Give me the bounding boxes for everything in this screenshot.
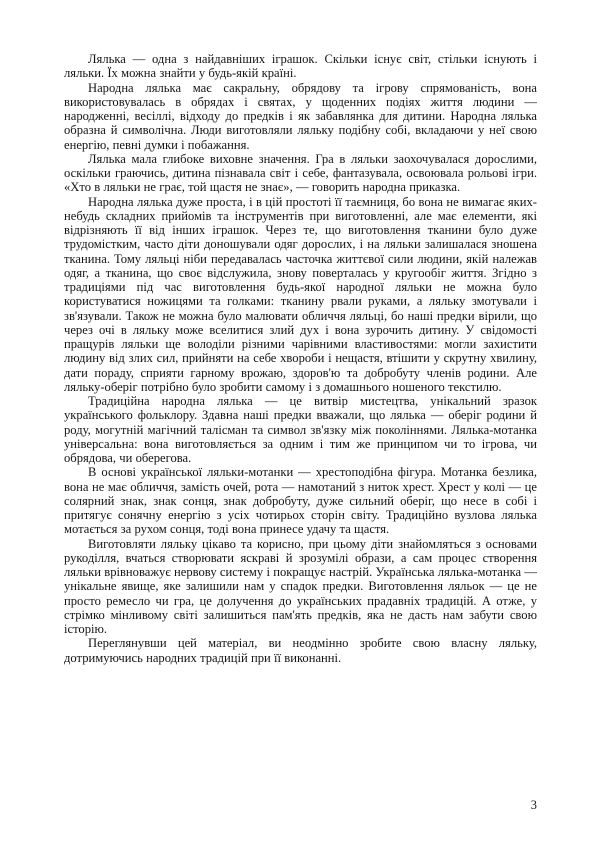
document-body <box>64 52 537 665</box>
paragraph: В основі української ляльки-мотанки — хрестоподібна фігура. Мотанка безлика, вона не має обличчя, замість очей, рота — намотаний з ниток хрест. Хрест у колі — це солярний знак, знак сонця, знак добробуту, дуже сильний оберіг, що несе в собі і притягує сонячну енергію з усіх чотирьох сторін світу. Традиційно вузлова лялька мотається за рухом сонця, тоді вона принесе удачу та щастя. <box>64 465 537 537</box>
paragraph: Народна лялька має сакральну, обрядову та ігрову спрямованість, вона використовувалась в обрядах і святах, у щоденних подіях життя людини — народженні, весіллі, відходу до предків і як забавлянка для дитини. Народна лялька образна й символічна. Люди виготовляли ляльку подібну собі, вкладаючи у неї свою енергію, певні думки і побажання. <box>64 80 537 152</box>
paragraph: Традиційна народна лялька — це витвір мистецтва, унікальний зразок українського фольклору. Здавна наші предки вважали, що лялька — оберіг родини й роду, могутній магічний талісман та символ зв'язку між поколіннями. Лялька-мотанка універсальна: вона виготовляється за одним і тим же принципом чи то ігрова, чи обрядова, чи оберегова. <box>64 394 537 465</box>
paragraph: Лялька — одна з найдавніших іграшок. Скільки існує світ, стільки існують і ляльки. Їх можна знайти у будь-якій країні. <box>64 52 537 81</box>
paragraph: Народна лялька дуже проста, і в цій простоті її таємниця, бо вона не вимагає яких-небудь складних прийомів та інструментів при виготовленні, але має елементи, які відрізняють її від інших іграшок. Через те, що виготовлення тканини було дуже трудомістким, часто діти доношували одяг дорослих, і на ляльки залишалася зношена тканина. Тому ляльці ніби передавалась часточка життєвої сили людини, якій належав одяг, а тканина, що своє відслужила, знову поверталась у кругообіг життя. Згідно з традиціями під час виготовлення будь-якої народної ляльки не можна було користуватися ножицями та голками: тканину рвали руками, а ляльку змотували і зв'язували. Також не можна було малювати обличчя ляльці, бо наші предки вірили, що через очі в ляльку може вселитися злий дух і вона зурочить дитину. У свідомості пращурів ляльки ще володіли різними чарівними властивостями: могли захистити людину від злих сил, прийняти на себе хвороби і нещастя, втішити у скрутну хвилину, дати пораду, сприяти гарному врожаю, здоров'ю та добробуту членів родини. Але ляльку-оберіг потрібно було зробити самому і з домашнього ношеного текстилю. <box>64 194 537 394</box>
paragraph: Лялька мала глибоке виховне значення. Гра в ляльки заохочувалася дорослими, оскільки граючись, дитина пізнавала світ і себе, фантазувала, освоювала рольові ігри. «Хто в ляльки не грає, той щастя не знає», — говорить народна приказка. <box>64 151 537 195</box>
paragraph: Переглянувши цей матеріал, ви неодмінно зробите свою власну ляльку, дотримуючись народних традицій при її виконанні. <box>64 636 537 665</box>
paragraph: Виготовляти ляльку цікаво та корисно, при цьому діти знайомляться з основами рукоділля, вчаться створювати яскраві й зрозумілі образи, а сам процес створення ляльки врівноважує нервову систему і покращує настрій. Українська лялька-мотанка — унікальне явище, яке залишили нам у спадок предки. Виготовлення ляльок — це не просто ремесло чи гра, це долучення до українських прадавніх традицій. А отже, у стрімко мінливому світі залишиться пам'ять предків, яка не дасть нам забути свою історію. <box>64 536 537 636</box>
page-number: 3 <box>530 797 537 812</box>
